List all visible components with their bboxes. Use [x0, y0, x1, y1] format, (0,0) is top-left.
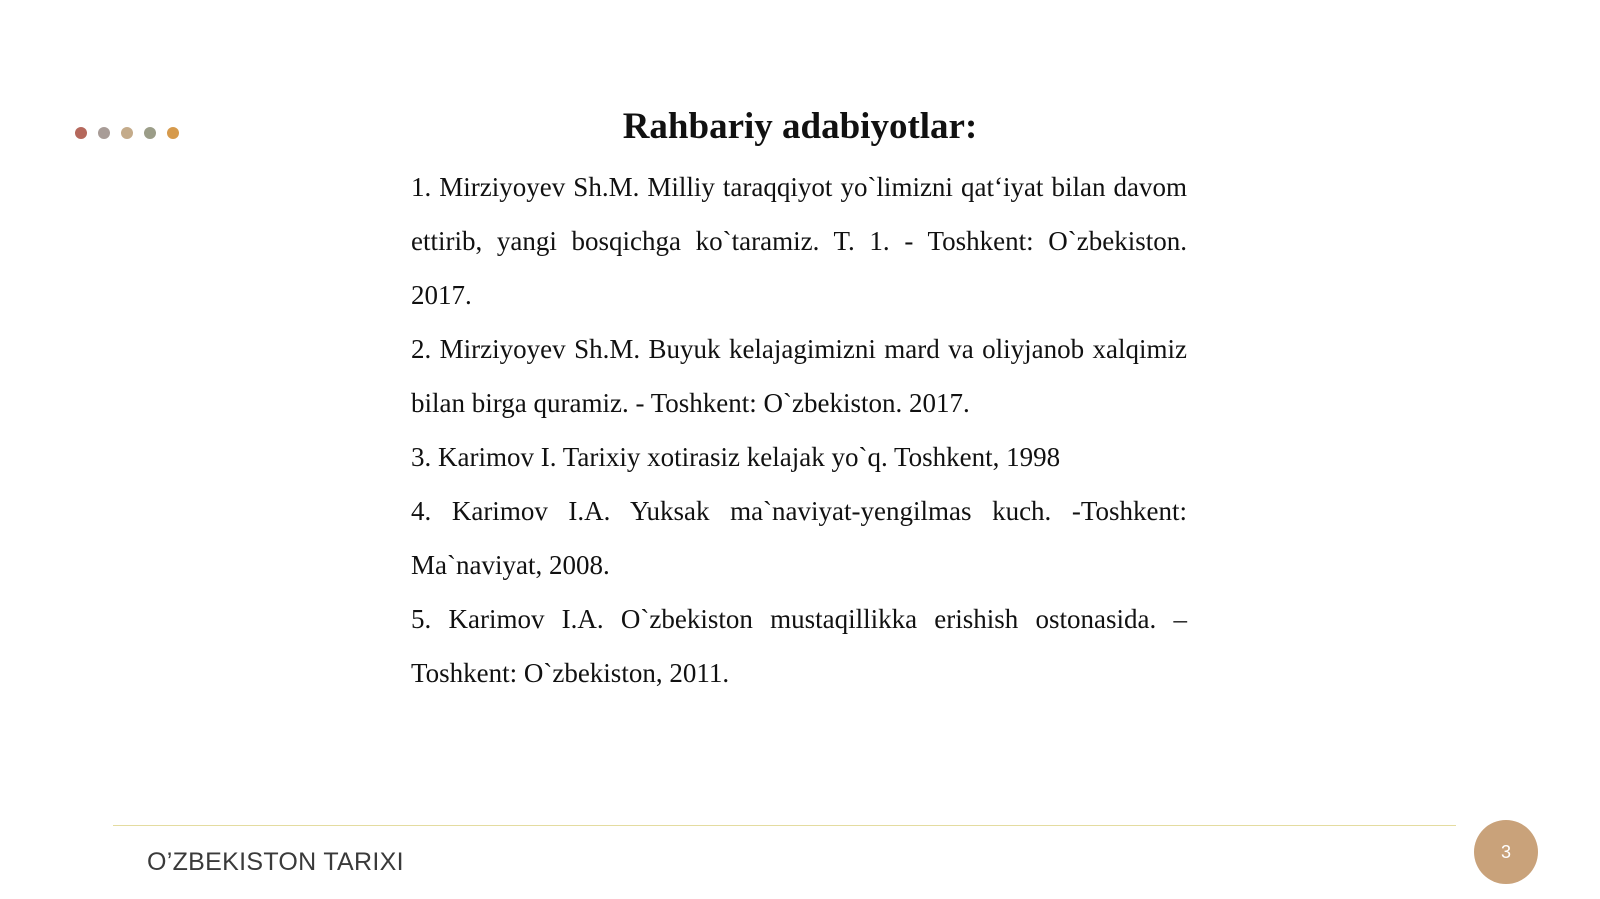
page-number: 3	[1500, 841, 1511, 862]
footer-title: O’ZBEKISTON TARIXI	[147, 848, 404, 876]
page-number-badge	[1474, 820, 1538, 884]
reference-item: 3. Karimov I. Tarixiy xotirasiz kelajak yo`q. Toshkent, 1998	[411, 442, 1061, 472]
dot-4-icon	[144, 127, 156, 139]
reference-item: 5. Karimov I.A. O`zbekiston mustaqillikka erishish ostonasida. – Toshkent: O`zbekiston, 2011.	[411, 604, 1187, 688]
dot-1-icon	[75, 127, 87, 139]
dot-2-icon	[98, 127, 110, 139]
dot-3-icon	[121, 127, 133, 139]
footer-divider	[113, 825, 1456, 826]
decorative-dots	[75, 127, 179, 139]
slide-title: Rahbariy adabiyotlar:	[622, 106, 978, 147]
reference-list	[411, 160, 1187, 700]
reference-item: 1. Mirziyoyev Sh.M. Milliy taraqqiyot yo`limizni qat‘iyat bilan davom ettirib, yangi bosqichga ko`taramiz. T. 1. - Toshkent: O`zbekiston. 2017.	[411, 172, 1187, 310]
dot-5-icon	[167, 127, 179, 139]
reference-item: 4. Karimov I.A. Yuksak ma`naviyat-yengilmas kuch. -Toshkent: Ma`naviyat, 2008.	[411, 496, 1187, 580]
reference-item: 2. Mirziyoyev Sh.M. Buyuk kelajagimizni mard va oliyjanob xalqimiz bilan birga quramiz. - Toshkent: O`zbekiston. 2017.	[411, 334, 1187, 418]
